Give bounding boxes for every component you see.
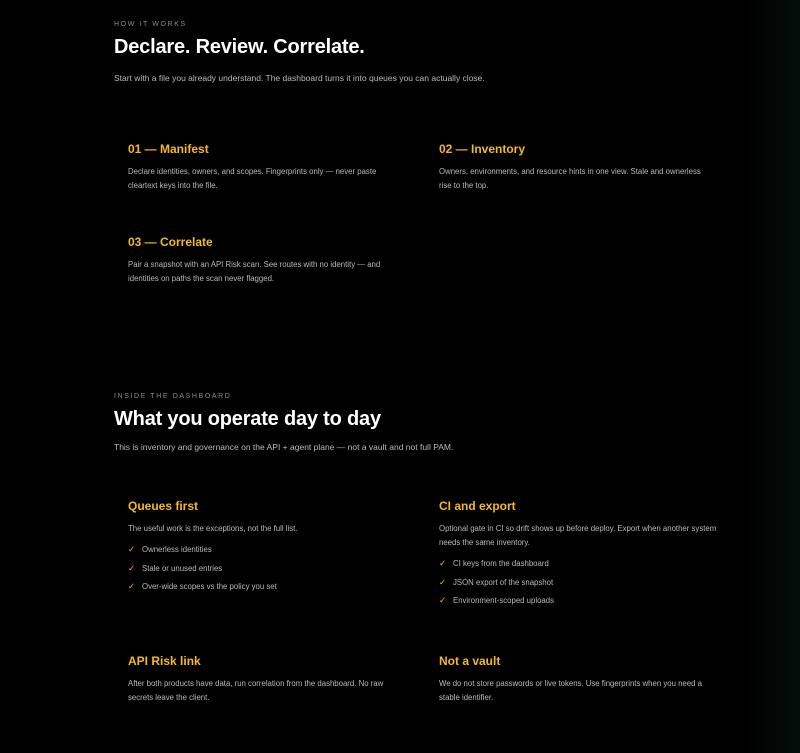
step-card-correlate bbox=[128, 235, 398, 286]
how-it-works-section bbox=[114, 21, 734, 85]
checkmark-icon: ✓ bbox=[128, 562, 136, 573]
feature-card-not-a-vault bbox=[439, 654, 709, 705]
checklist-item-label: Over-wide scopes vs the policy you set bbox=[142, 582, 277, 591]
step-body: Declare identities, owners, and scopes. Fingerprints only — never paste cleartext keys into the file. bbox=[128, 167, 377, 190]
dashboard-section bbox=[114, 393, 734, 454]
checkmark-icon: ✓ bbox=[128, 581, 136, 591]
how-it-works-eyebrow: HOW IT WORKS bbox=[114, 21, 187, 28]
dashboard-lede: This is inventory and governance on the API + agent plane — not a vault and not full PAM. bbox=[114, 442, 454, 452]
checklist-item bbox=[128, 543, 398, 562]
feature-body: After both products have data, run correlation from the dashboard. No raw secrets leave the client. bbox=[128, 679, 384, 702]
edge-glow bbox=[740, 0, 800, 753]
feature-title: CI and export bbox=[439, 499, 516, 513]
checkmark-icon: ✓ bbox=[439, 595, 447, 605]
feature-body: We do not store passwords or live tokens. Use fingerprints when you need a stable identifier. bbox=[439, 679, 702, 702]
checklist-item bbox=[439, 557, 709, 576]
feature-checklist bbox=[128, 543, 398, 599]
feature-title: API Risk link bbox=[128, 654, 201, 668]
checklist-item bbox=[439, 594, 709, 613]
step-body: Pair a snapshot with an API Risk scan. See routes with no identity — and identities on paths the scan never flagged. bbox=[128, 260, 381, 283]
feature-body: Optional gate in CI so drift shows up before deploy. Export when another system needs the same inventory. bbox=[439, 524, 717, 547]
step-title: 03 — Correlate bbox=[128, 235, 213, 249]
checklist-item bbox=[439, 576, 709, 595]
checklist-item-label: CI keys from the dashboard bbox=[453, 559, 549, 568]
checkmark-icon: ✓ bbox=[439, 576, 447, 587]
checkmark-icon: ✓ bbox=[128, 544, 136, 554]
checklist-item bbox=[128, 562, 398, 581]
checklist-item-label: JSON export of the snapshot bbox=[453, 577, 554, 587]
step-card-inventory bbox=[439, 142, 709, 193]
feature-body: The useful work is the exceptions, not the full list. bbox=[128, 524, 298, 533]
feature-card-ci-and-export bbox=[439, 499, 717, 613]
checklist-item bbox=[128, 580, 398, 599]
feature-title: Queues first bbox=[128, 499, 199, 513]
checkmark-icon: ✓ bbox=[439, 558, 447, 568]
dashboard-title: What you operate day to day bbox=[114, 408, 381, 430]
how-it-works-title: Declare. Review. Correlate. bbox=[114, 36, 365, 58]
feature-card-api-risk-link bbox=[128, 654, 398, 705]
feature-checklist bbox=[439, 557, 709, 613]
dashboard-eyebrow: INSIDE THE DASHBOARD bbox=[114, 393, 232, 400]
checklist-item-label: Environment-scoped uploads bbox=[453, 596, 554, 605]
how-it-works-lede: Start with a file you already understand. The dashboard turns it into queues you can actually close. bbox=[114, 73, 485, 83]
checklist-item-label: Ownerless identities bbox=[142, 545, 212, 554]
step-card-manifest bbox=[128, 142, 398, 193]
step-body: Owners, environments, and resource hints in one view. Stale and ownerless rise to the top. bbox=[439, 167, 701, 190]
checklist-item-label: Stale or unused entries bbox=[142, 563, 223, 573]
feature-card-queues-first bbox=[128, 499, 398, 599]
step-title: 02 — Inventory bbox=[439, 142, 526, 156]
step-title: 01 — Manifest bbox=[128, 142, 209, 156]
feature-title: Not a vault bbox=[439, 654, 501, 668]
